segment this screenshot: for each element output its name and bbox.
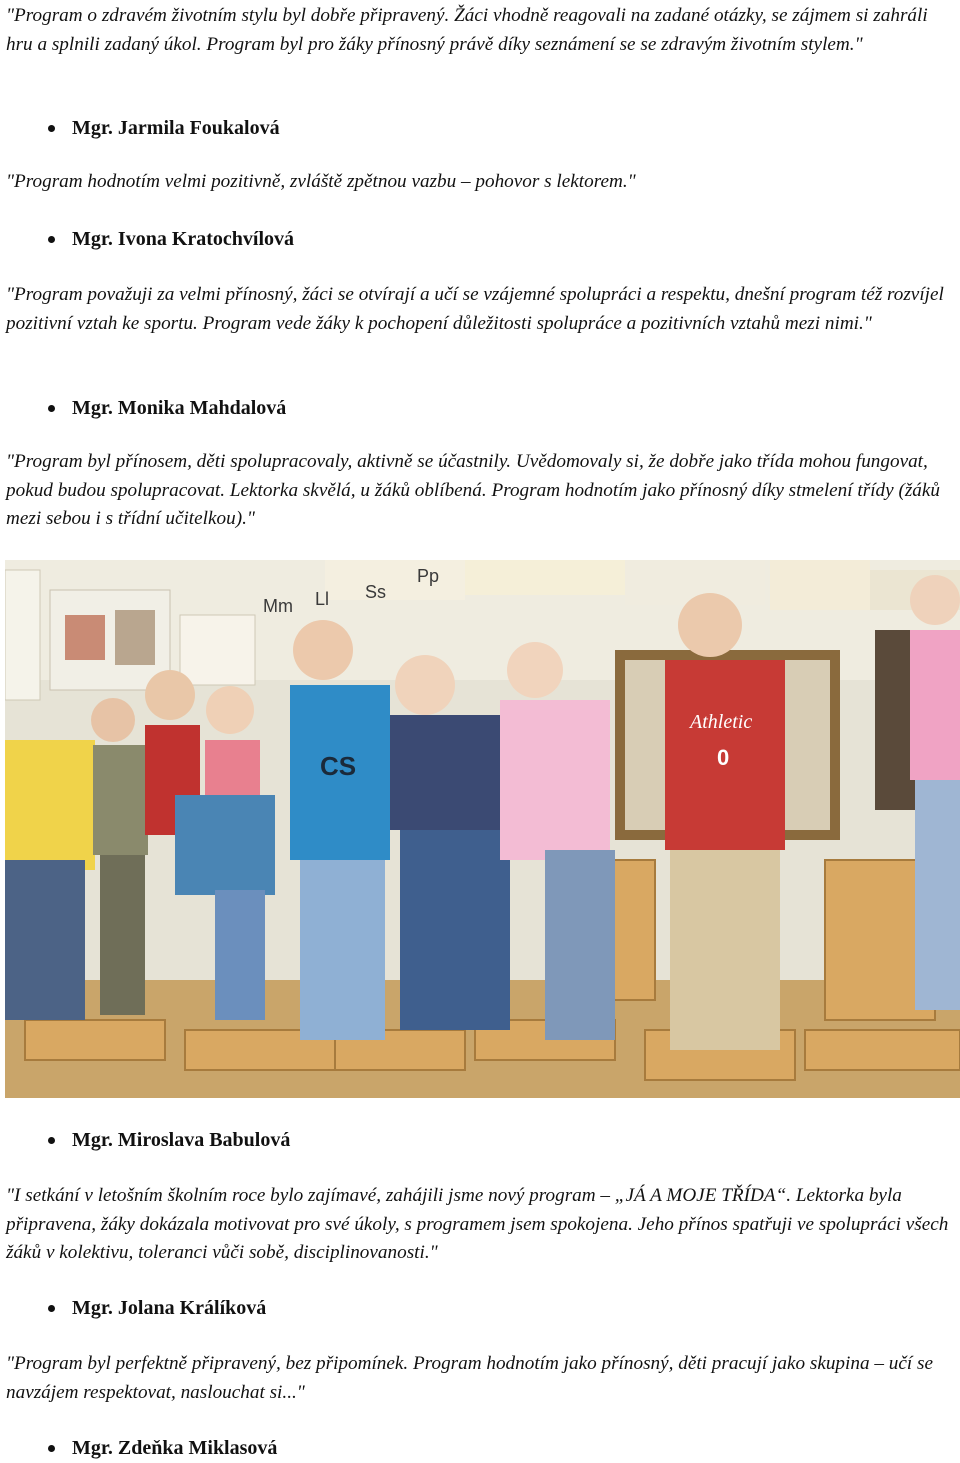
author-name: Mgr. Jolana Králíková [72,1297,267,1319]
wall-letter: Ss [365,582,387,602]
quote-2: "Program hodnotím velmi pozitivně, zvláště zpětnou vazbu – pohovor s lektorem." [6,171,636,192]
quote-1: "Program o zdravém životním stylu byl dobře připravený. Žáci vhodně reagovali na zadané otázky, se zájmem si zahráli hru a splnili zadaný úkol. Program byl pro žáky přínosný právě díky seznámení se se zdravým životním stylem." [6,5,928,55]
bullet-icon [48,1445,55,1452]
bullet-icon [48,1137,55,1144]
classroom-photo [5,560,960,1098]
shirt-print: CS [320,751,357,781]
bullet-icon [48,405,55,412]
bullet-icon [48,236,55,243]
shirt-print: 0 [717,745,730,770]
quote-6: "Program byl perfektně připravený, bez připomínek. Program hodnotím jako přínosný, děti pracují jako skupina – učí se navzájem respektovat, naslouchat si..." [6,1353,933,1403]
quote-5: "I setkání v letošním školním roce bylo zajímavé, zahájili jsme nový program – „JÁ A MOJE TŘÍDA“. Lektorka byla připravena, žáky dokázala motivovat pro své úkoly, s programem jsem spokojena. Jeho přínos spatřuji ve spolupráci všech žáků v kolektivu, toleranci vůči sobě, disciplinovanosti." [6,1185,949,1264]
wall-letter: Ll [315,589,330,609]
author-name: Mgr. Miroslava Babulová [72,1129,291,1151]
quote-3: "Program považuji za velmi přínosný, žáci se otvírají a učí se vzájemné spolupráci a respektu, dnešní program též rozvíjel pozitivní vztah ke sportu. Program vede žáky k pochopení důležitosti spolupráce a pozitivních vztahů mezi nimi." [6,284,944,334]
author-name: Mgr. Ivona Kratochvílová [72,228,295,250]
wall-letter: Mm [263,596,293,616]
wall-letter: Pp [417,566,440,586]
author-name: Mgr. Jarmila Foukalová [72,117,280,139]
author-name: Mgr. Monika Mahdalová [72,397,287,419]
shirt-print: Athletic [690,711,753,733]
author-name: Mgr. Zdeňka Miklasová [72,1437,278,1459]
bullet-icon [48,1305,55,1312]
bullet-icon [48,125,55,132]
quote-4: "Program byl přínosem, děti spolupracovaly, aktivně se účastnily. Uvědomovaly si, že dobře jako třída mohou fungovat, pokud budou spolupracovat. Lektorka skvělá, u žáků oblíbená. Program hodnotím jako přínosný díky stmelení třídy (žáků mezi sebou i s třídní učitelkou)." [6,451,941,530]
